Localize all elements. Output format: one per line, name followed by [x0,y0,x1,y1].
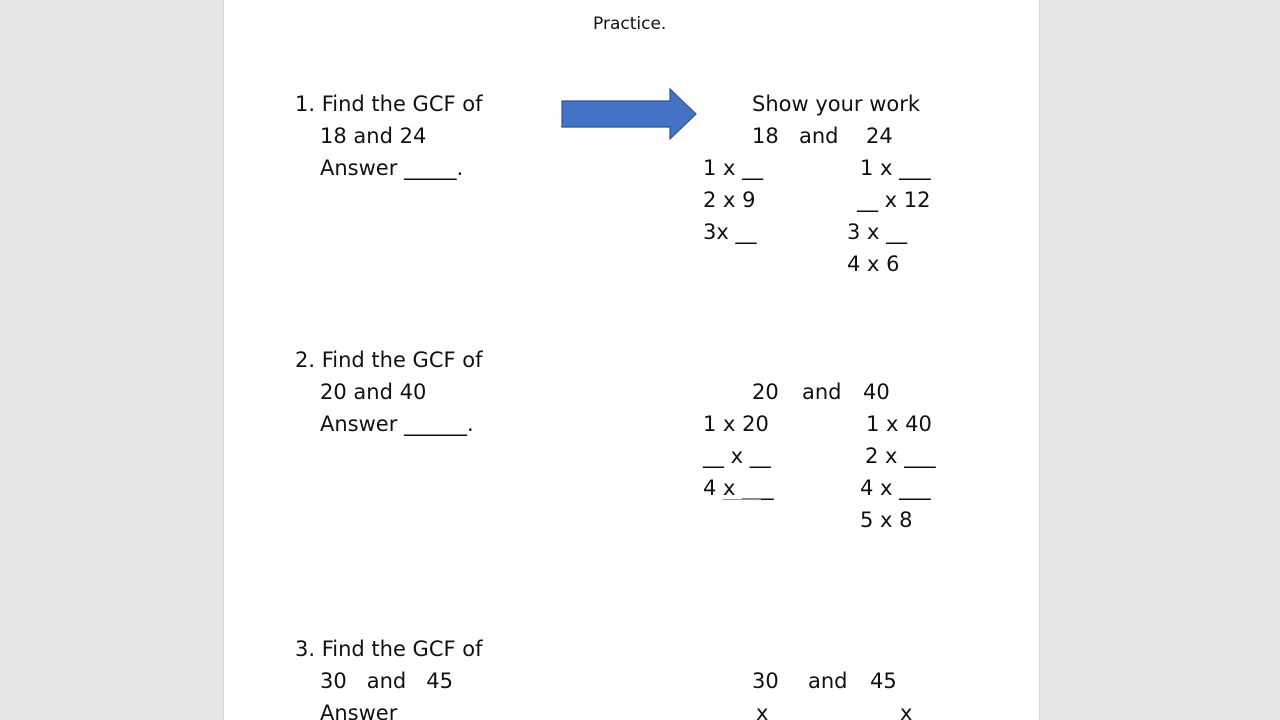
problem-1-question-line1: 1. Find the GCF of [295,92,483,116]
spellcheck-underline [723,499,761,500]
problem-3-question-line2: 30 and 45 [320,669,454,693]
problem-3-number-b: 45 [870,669,897,693]
problem-2-answer-line: Answer ______. [320,412,474,436]
problem-1-number-a: 18 [752,124,779,148]
problem-1-right-factor: __ x 12 [857,188,931,212]
problem-3-right-factor: x [900,701,913,720]
problem-3-number-a: 30 [752,669,779,693]
problem-3-question-line1: 3. Find the GCF of [295,637,483,661]
problem-2-left-factor: 4 x ___ [703,476,774,500]
problem-2-number-a: 20 [752,380,779,404]
problem-1-answer-line: Answer _____. [320,156,464,180]
right-arrow-icon [560,87,700,141]
problem-2-right-factor: 1 x 40 [866,412,932,436]
problem-1-right-factor: 1 x ___ [860,156,931,180]
problem-2-right-factor: 4 x ___ [860,476,931,500]
problem-1-left-factor: 1 x __ [703,156,764,180]
problem-2-and: and [802,380,842,404]
problem-2-question-line2: 20 and 40 [320,380,427,404]
problem-2-left-factor: 1 x 20 [703,412,769,436]
page-title: Practice. [593,14,667,34]
problem-2-right-factor: 5 x 8 [860,508,913,532]
problem-1-right-factor: 4 x 6 [847,252,900,276]
problem-1-left-factor: 3x __ [703,220,757,244]
problem-2-left-factor: __ x __ [703,444,771,468]
problem-2-number-b: 40 [863,380,890,404]
problem-1-right-factor: 3 x __ [847,220,908,244]
document-page [224,0,1039,720]
problem-3-and: and [808,669,848,693]
problem-2-right-factor: 2 x ___ [865,444,936,468]
problem-1-left-factor: 2 x 9 [703,188,756,212]
problem-1-number-b: 24 [866,124,893,148]
show-work-heading: Show your work [752,92,921,116]
problem-3-answer-line: Answer [320,701,398,720]
problem-1-and: and [799,124,839,148]
problem-2-question-line1: 2. Find the GCF of [295,348,483,372]
problem-1-question-line2: 18 and 24 [320,124,427,148]
problem-3-left-factor: x [756,701,769,720]
